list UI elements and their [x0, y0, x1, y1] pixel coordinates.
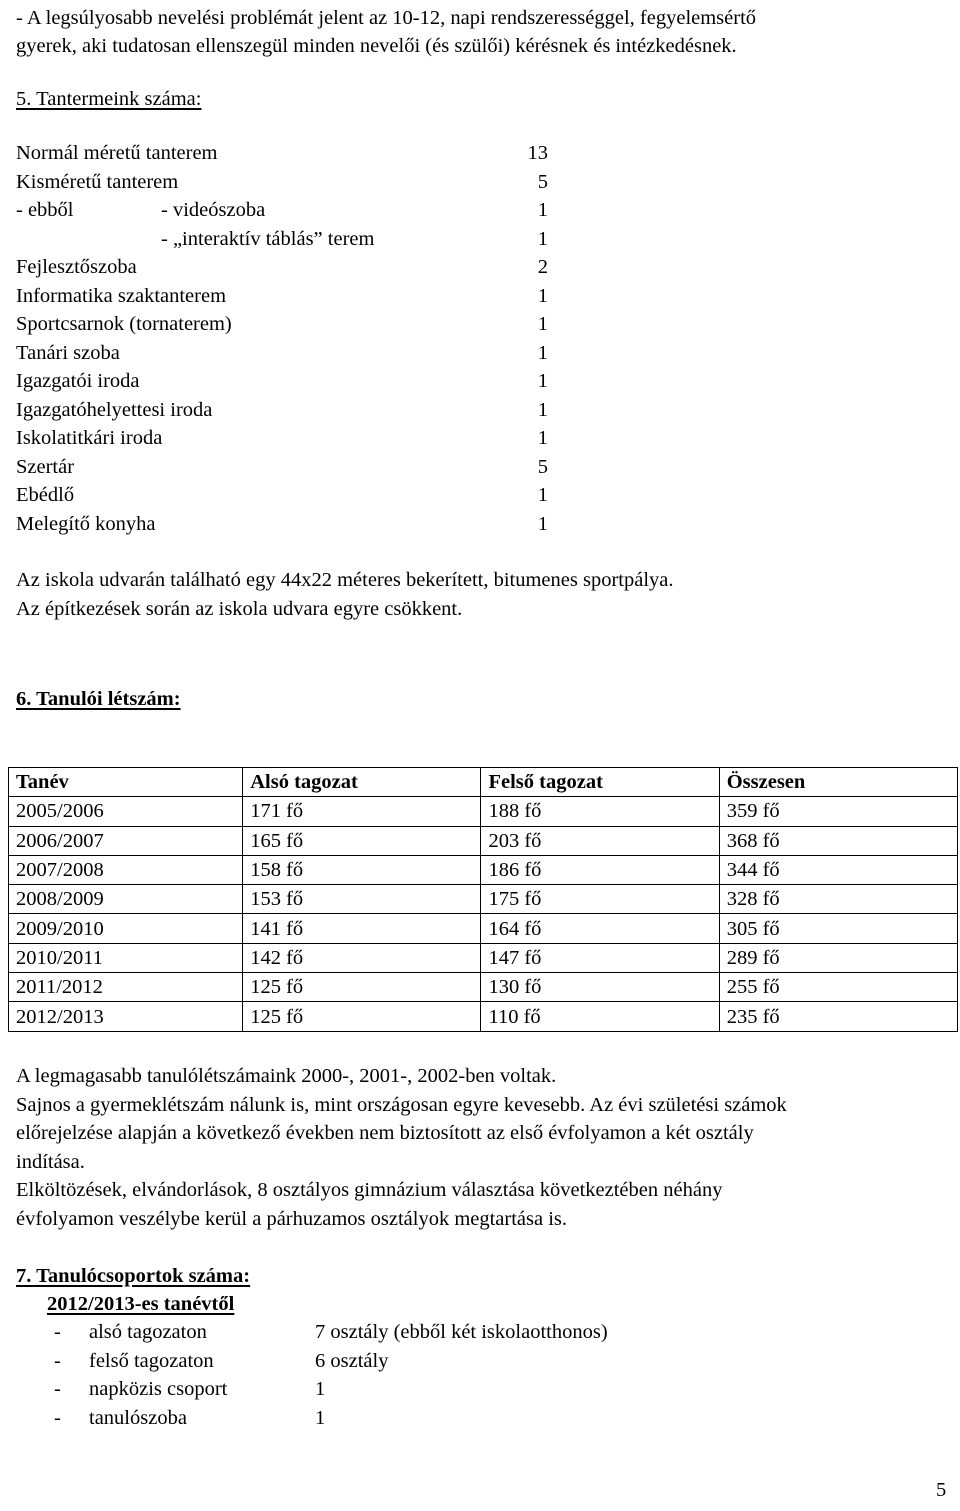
table-header-row [9, 768, 958, 797]
intro-line-2: gyerek, aki tudatosan ellenszegül minden nevelői (és szülői) kérésnek és intézkedésnek. [16, 35, 737, 57]
section6-para-2-line-2: előrejelzése alapján a következő években nem biztosított az első évfolyamon a két osztály [16, 1122, 754, 1144]
group-dash: - [54, 1406, 61, 1429]
table-cell: 186 fő [481, 855, 719, 884]
table-row [9, 826, 958, 855]
room-count: 1 [537, 398, 548, 421]
group-dash: - [54, 1378, 61, 1400]
page-number: 5 [936, 1479, 947, 1501]
room-count: 1 [537, 484, 548, 506]
table-cell: 153 fő [243, 885, 481, 914]
table-header-cell: Alsó tagozat [243, 768, 481, 797]
section7-subheading: 2012/2013-es tanévtől [47, 1293, 235, 1315]
table-cell: 2005/2006 [9, 797, 243, 826]
room-label: Szertár [16, 455, 75, 478]
table-cell: 359 fő [719, 797, 957, 826]
group-dash: - [54, 1321, 61, 1343]
group-value: 7 osztály (ebből két iskolaotthonos) [315, 1321, 608, 1343]
room-label: Normál méretű tanterem [16, 142, 218, 164]
intro-line-1: - A legsúlyosabb nevelési problémát jelent az 10-12, napi rendszerességgel, fegyelemsértő [16, 7, 757, 29]
section6-para-3-line-2: évfolyamon veszélybe kerül a párhuzamos osztályok megtartása is. [16, 1208, 568, 1230]
room-label: Informatika szaktanterem [16, 284, 227, 307]
section7-heading: 7. Tanulócsoportok száma: [16, 1265, 251, 1287]
room-count: 13 [527, 142, 548, 164]
table-header-cell: Tanév [9, 768, 243, 797]
section5-note-1: Az iskola udvarán található egy 44x22 méteres bekerített, bitumenes sportpálya. [16, 569, 674, 591]
table-cell: 125 fő [243, 973, 481, 1002]
table-cell: 203 fő [481, 826, 719, 855]
room-count: 5 [537, 170, 548, 193]
table-row [9, 1002, 958, 1031]
table-cell: 2006/2007 [9, 826, 243, 855]
room-label: Ebédlő [16, 484, 75, 506]
table-row [9, 943, 958, 972]
section5-note-2: Az építkezések során az iskola udvara egyre csökkent. [16, 598, 463, 620]
table-cell: 368 fő [719, 826, 957, 855]
room-count: 1 [537, 284, 548, 307]
table-row [9, 855, 958, 884]
group-label: napközis csoport [89, 1378, 228, 1400]
table-cell: 2011/2012 [9, 973, 243, 1002]
room-count: 1 [537, 370, 548, 392]
table-cell: 175 fő [481, 885, 719, 914]
group-dash: - [54, 1349, 61, 1372]
table-cell: 165 fő [243, 826, 481, 855]
room-count: 1 [537, 313, 548, 335]
student-count-table [8, 767, 958, 1032]
room-sublabel: - videószoba [161, 199, 266, 221]
table-cell: 289 fő [719, 943, 957, 972]
room-sublabel: - „interaktív táblás” terem [161, 227, 375, 250]
group-label: tanulószoba [89, 1406, 187, 1429]
table-cell: 305 fő [719, 914, 957, 943]
table-cell: 125 fő [243, 1002, 481, 1031]
group-label: felső tagozaton [89, 1349, 214, 1372]
room-label: Kisméretű tanterem [16, 170, 179, 193]
table-header-cell: Összesen [719, 768, 957, 797]
table-cell: 141 fő [243, 914, 481, 943]
room-label: Tanári szoba [16, 341, 120, 364]
table-cell: 142 fő [243, 943, 481, 972]
room-count: 1 [537, 341, 548, 364]
room-label: - ebből [16, 199, 74, 221]
room-label: Sportcsarnok (tornaterem) [16, 313, 232, 335]
table-cell: 2012/2013 [9, 1002, 243, 1031]
group-label: alsó tagozaton [89, 1321, 207, 1343]
section6-para-1: A legmagasabb tanulólétszámaink 2000-, 2001-, 2002-ben voltak. [16, 1065, 557, 1087]
table-header-cell: Felső tagozat [481, 768, 719, 797]
room-label: Melegítő konyha [16, 512, 156, 535]
room-count: 1 [537, 427, 548, 449]
table-cell: 110 fő [481, 1002, 719, 1031]
table-cell: 164 fő [481, 914, 719, 943]
room-label: Fejlesztőszoba [16, 256, 137, 278]
group-value: 1 [315, 1406, 326, 1429]
section6-para-2-line-3: indítása. [16, 1151, 85, 1173]
room-count: 5 [537, 455, 548, 478]
table-cell: 2010/2011 [9, 943, 243, 972]
table-cell: 158 fő [243, 855, 481, 884]
table-cell: 147 fő [481, 943, 719, 972]
room-label: Igazgatóhelyettesi iroda [16, 398, 213, 421]
section5-heading: 5. Tantermeink száma: [16, 88, 202, 110]
room-count: 1 [537, 512, 548, 535]
table-cell: 344 fő [719, 855, 957, 884]
table-cell: 2009/2010 [9, 914, 243, 943]
group-value: 1 [315, 1378, 326, 1400]
table-row [9, 885, 958, 914]
table-cell: 130 fő [481, 973, 719, 1002]
table-cell: 188 fő [481, 797, 719, 826]
section6-para-2-line-1: Sajnos a gyermeklétszám nálunk is, mint országosan egyre kevesebb. Az évi születési számok [16, 1094, 787, 1116]
room-count: 2 [537, 256, 548, 278]
section6-para-3-line-1: Elköltözések, elvándorlások, 8 osztályos gimnázium választása következtében néhány [16, 1179, 723, 1201]
table-cell: 171 fő [243, 797, 481, 826]
group-value: 6 osztály [315, 1349, 389, 1372]
table-cell: 255 fő [719, 973, 957, 1002]
room-count: 1 [537, 227, 548, 250]
room-label: Iskolatitkári iroda [16, 427, 163, 449]
table-row [9, 914, 958, 943]
table-cell: 235 fő [719, 1002, 957, 1031]
table-cell: 328 fő [719, 885, 957, 914]
section6-heading: 6. Tanulói létszám: [16, 688, 181, 710]
room-label: Igazgatói iroda [16, 370, 140, 392]
table-cell: 2007/2008 [9, 855, 243, 884]
table-cell: 2008/2009 [9, 885, 243, 914]
room-count: 1 [537, 199, 548, 221]
table-row [9, 973, 958, 1002]
table-row [9, 797, 958, 826]
